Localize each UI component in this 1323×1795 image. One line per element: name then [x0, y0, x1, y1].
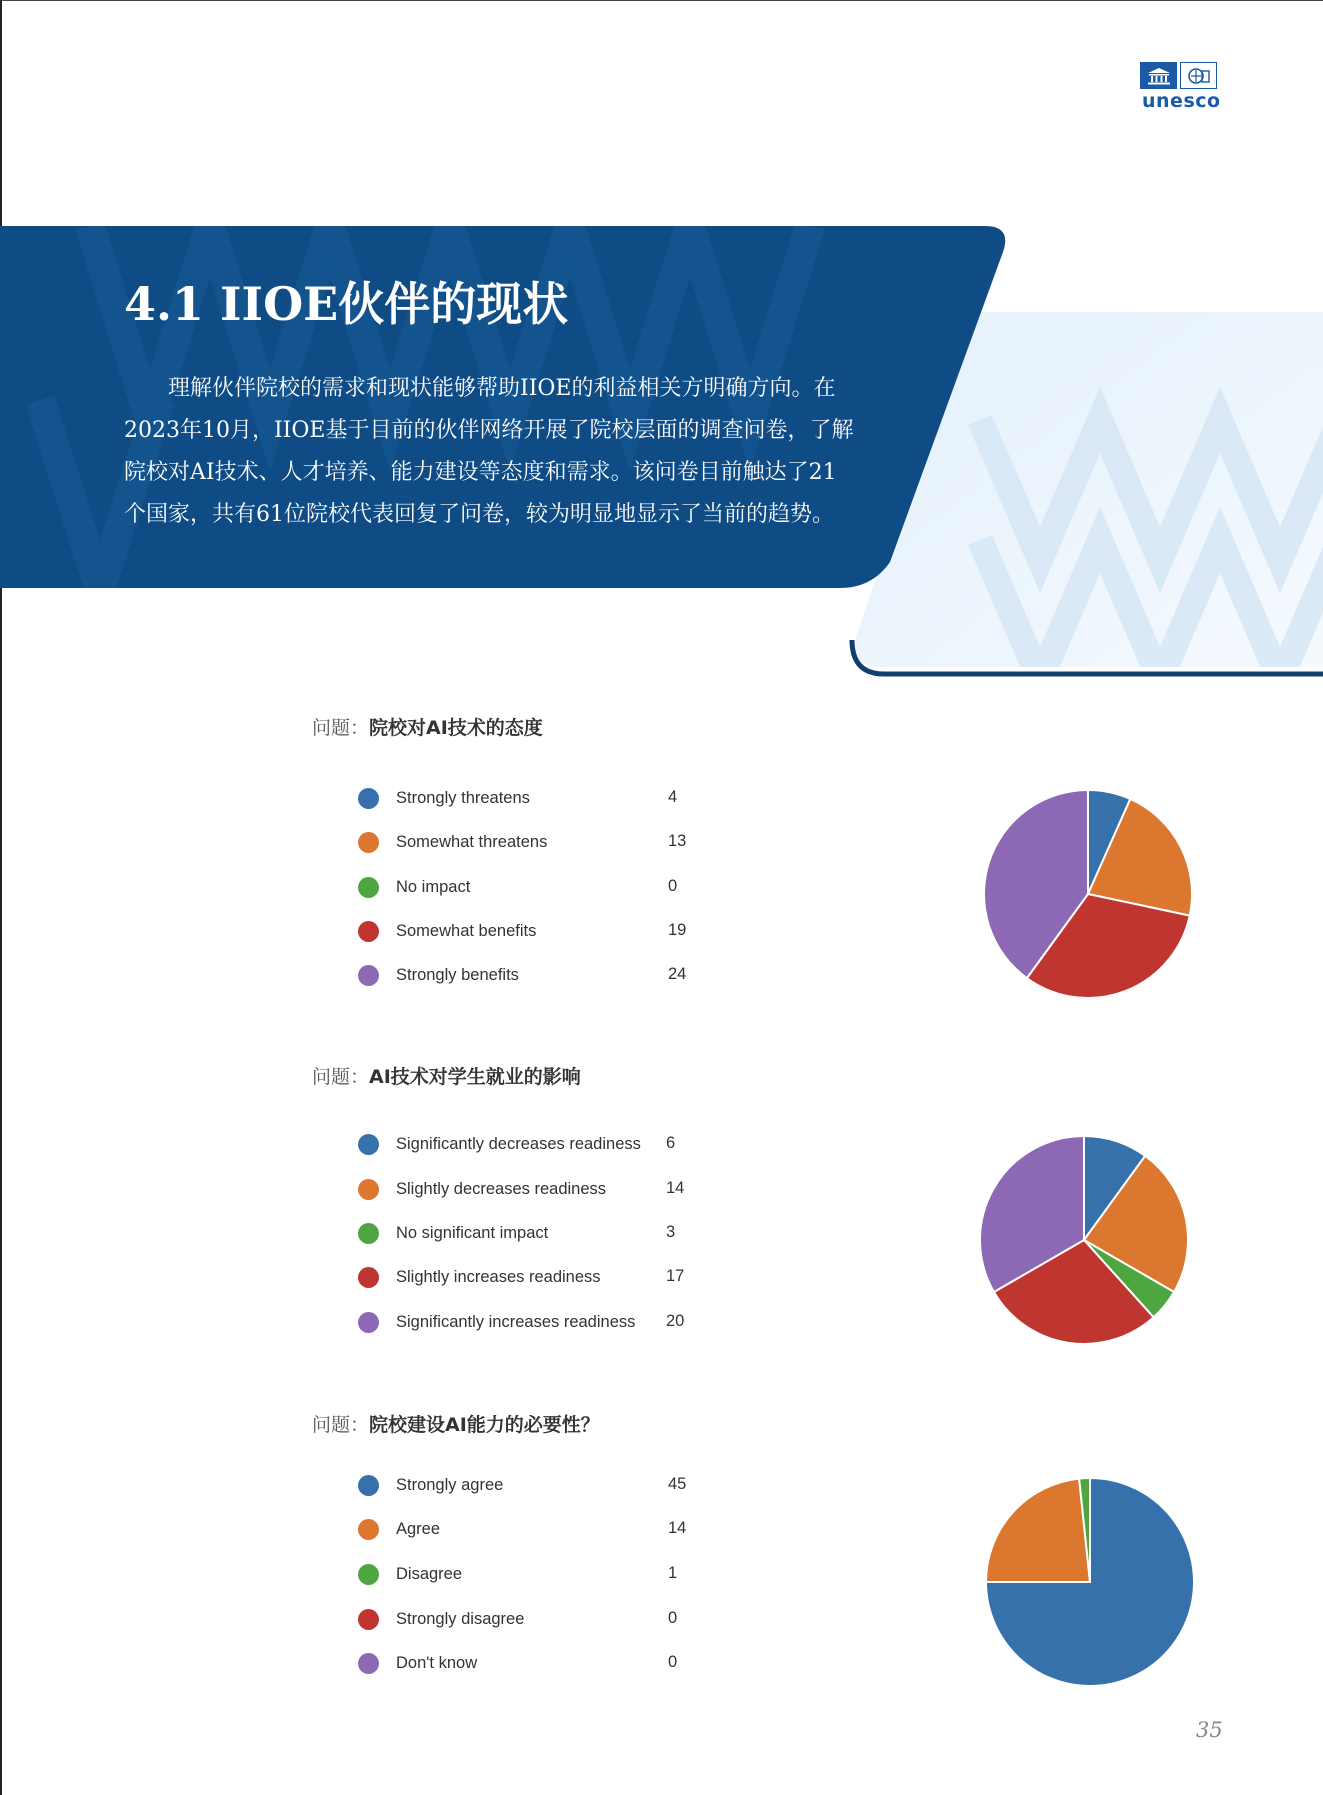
legend-count: 0: [668, 1609, 678, 1627]
legend-label: Strongly agree: [396, 1475, 504, 1494]
legend-item: [358, 1129, 641, 1159]
legend-count: 14: [666, 1179, 685, 1197]
temple-icon: [1140, 62, 1177, 89]
unesco-logo: [1140, 62, 1220, 112]
unesco-wordmark: unesco: [1142, 90, 1221, 112]
legend-label: Somewhat threatens: [396, 832, 548, 851]
question-prefix: 问题：: [312, 1414, 370, 1436]
pie-slice-agree: [986, 1479, 1090, 1582]
legend-swatch: [358, 1564, 379, 1585]
section-banner: [0, 0, 1323, 700]
pie-chart-3: [982, 1474, 1198, 1690]
legend-count: 19: [668, 921, 687, 939]
legend-item: [358, 1174, 606, 1204]
question-text: AI技术对学生就业的影响: [369, 1066, 581, 1088]
legend-count: 3: [666, 1223, 676, 1241]
legend-swatch: [358, 965, 379, 986]
legend-item: [358, 783, 530, 813]
legend-swatch: [358, 1653, 379, 1674]
legend-count: 4: [668, 788, 678, 806]
legend-count: 45: [668, 1475, 687, 1493]
pie-chart-2: [976, 1132, 1192, 1348]
legend-count: 17: [666, 1267, 685, 1285]
legend-label: No significant impact: [396, 1223, 549, 1242]
legend-item: [358, 916, 536, 946]
legend-swatch: [358, 1519, 379, 1540]
legend-swatch: [358, 1179, 379, 1200]
legend-count: 14: [668, 1519, 687, 1537]
legend-count: 24: [668, 965, 687, 983]
question-heading-1: [312, 713, 543, 740]
question-prefix: 问题：: [312, 1066, 370, 1088]
legend-swatch: [358, 877, 379, 898]
legend-count: 20: [666, 1312, 685, 1330]
question-heading-2: [312, 1062, 581, 1089]
legend-item: [358, 1604, 524, 1634]
legend-swatch: [358, 1134, 379, 1155]
question-text: 院校对AI技术的态度: [369, 717, 543, 739]
legend-swatch: [358, 1267, 379, 1288]
legend-label: Significantly increases readiness: [396, 1312, 636, 1331]
legend-label: Strongly threatens: [396, 788, 530, 807]
page-number: 35: [1196, 1718, 1223, 1742]
legend-item: [358, 1218, 548, 1248]
legend-count: 1: [668, 1564, 678, 1582]
legend-item: [358, 1470, 503, 1500]
legend-count: 6: [666, 1134, 676, 1152]
legend-item: [358, 1559, 462, 1589]
legend-swatch: [358, 832, 379, 853]
intro-paragraph: 理解伙伴院校的需求和现状能够帮助IIOE的利益相关方明确方向。在2023年10月，IIOE基于目前的伙伴网络开展了院校层面的调查问卷，了解院校对AI技术、人才培养、能力建设等态度和需求。该问卷目前触达了21个国家，共有61位院校代表回复了问卷，较为明显地显示了当前的趋势。: [124, 376, 854, 527]
legend-swatch: [358, 788, 379, 809]
legend-swatch: [358, 921, 379, 942]
legend-item: [358, 827, 547, 857]
legend-item: [358, 872, 470, 902]
question-prefix: 问题：: [312, 717, 370, 739]
legend-label: Strongly benefits: [396, 965, 519, 984]
legend-label: Don't know: [396, 1653, 478, 1672]
legend-item: [358, 960, 519, 990]
legend-label: Agree: [396, 1519, 441, 1538]
legend-item: [358, 1648, 477, 1678]
legend-swatch: [358, 1223, 379, 1244]
legend-swatch: [358, 1609, 379, 1630]
legend-item: [358, 1262, 601, 1292]
question-heading-3: [312, 1410, 600, 1437]
legend-label: Somewhat benefits: [396, 921, 537, 940]
legend-count: 13: [668, 832, 687, 850]
legend-label: Slightly decreases readiness: [396, 1179, 607, 1198]
pie-chart-1: [980, 786, 1196, 1002]
legend-label: Slightly increases readiness: [396, 1267, 601, 1286]
legend-count: 0: [668, 877, 678, 895]
legend-item: [358, 1514, 440, 1544]
section-title: 4.1 IIOE伙伴的现状: [124, 277, 569, 331]
legend-label: Strongly disagree: [396, 1609, 525, 1628]
legend-label: Disagree: [396, 1564, 463, 1583]
legend-count: 0: [668, 1653, 678, 1671]
legend-label: Significantly decreases readiness: [396, 1134, 641, 1153]
legend-label: No impact: [396, 877, 471, 896]
legend-swatch: [358, 1475, 379, 1496]
legend-swatch: [358, 1312, 379, 1333]
legend-item: [358, 1307, 635, 1337]
institute-emblem-icon: [1180, 62, 1217, 89]
question-text: 院校建设AI能力的必要性？: [369, 1414, 600, 1436]
